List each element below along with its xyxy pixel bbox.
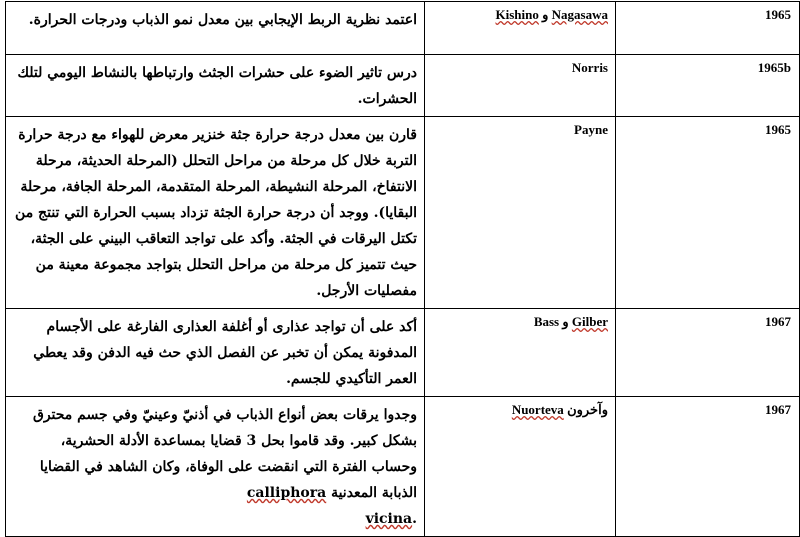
author-cell: [425, 397, 616, 537]
year-cell: 1965: [616, 117, 800, 309]
description-text: وجدوا يرقات بعض أنواع الذباب في أذنيّ وعينيّ وفي جسم محترق بشكل كبير. وقد قاموا بحل 3 قضايا بمساعدة الأدلة الحشرية، وحساب الفترة التي انقضت على الوفاة، وكان الشاهد في القضايا الذبابة المعدنية: [32, 407, 417, 501]
author-cell: Payne: [425, 117, 616, 309]
author-suffix: وآخرون: [567, 402, 608, 417]
year-cell: 1967: [616, 309, 800, 397]
author-name: Nuorteva: [511, 402, 564, 417]
description-cell: اعتمد نظرية الربط الإيجابي بين معدل نمو الذباب ودرجات الحرارة.: [6, 2, 425, 55]
species-name-line: [366, 511, 417, 527]
description-cell: [6, 397, 425, 537]
author-name: Gilber: [571, 314, 608, 329]
table-row: [6, 2, 800, 55]
author-name: Nagasawa: [551, 7, 608, 22]
year-cell: 1967: [616, 397, 800, 537]
description-cell: أكد على أن تواجد عذارى أو أغلفة العذارى الفارغة على الأجسام المدفونة يمكن أن تخبر عن الفصل الذي حث فيه الدفن وقد يعطي العمر التأكيدي للجسم.: [6, 309, 425, 397]
author-cell: [425, 309, 616, 397]
entomology-history-table: [5, 1, 800, 537]
description-cell: درس تاثير الضوء على حشرات الجثث وارتباطها بالنشاط اليومي لتلك الحشرات.: [6, 55, 425, 117]
author-join: و: [538, 7, 552, 22]
species-end: .: [412, 511, 417, 527]
description-cell: قارن بين معدل درجة حرارة جثة خنزير معرض للهواء مع درجة حرارة التربة خلال كل مرحلة من مراحل التحلل (المرحلة الحديثة، مرحلة الانتفاخ، المرحلة النشيطة، المرحلة المتقدمة، المرحلة الجافة، مرحلة البقايا). ووجد أن درجة حرارة الجثة تزداد بسبب الحرارة التي تنتج من تكتل اليرقات في الجثة. وأكد على تواجد التعاقب البيني على الجثة، حيث تتميز كل مرحلة من مراحل التحلل بتواجد مجموعة معينة من مفصليات الأرجل.: [6, 117, 425, 309]
author-name: Bass: [533, 314, 560, 329]
species-name: calliphora: [246, 485, 327, 501]
author-join: و: [559, 314, 572, 329]
author-cell: Norris: [425, 55, 616, 117]
table-row: [6, 55, 800, 117]
species-name: vicina: [365, 511, 413, 527]
table-row: [6, 309, 800, 397]
year-cell: 1965b: [616, 55, 800, 117]
table-row: [6, 397, 800, 537]
author-name: Kishino: [495, 7, 539, 22]
year-cell: 1965: [616, 2, 800, 55]
table-row: [6, 117, 800, 309]
author-cell: [425, 2, 616, 55]
